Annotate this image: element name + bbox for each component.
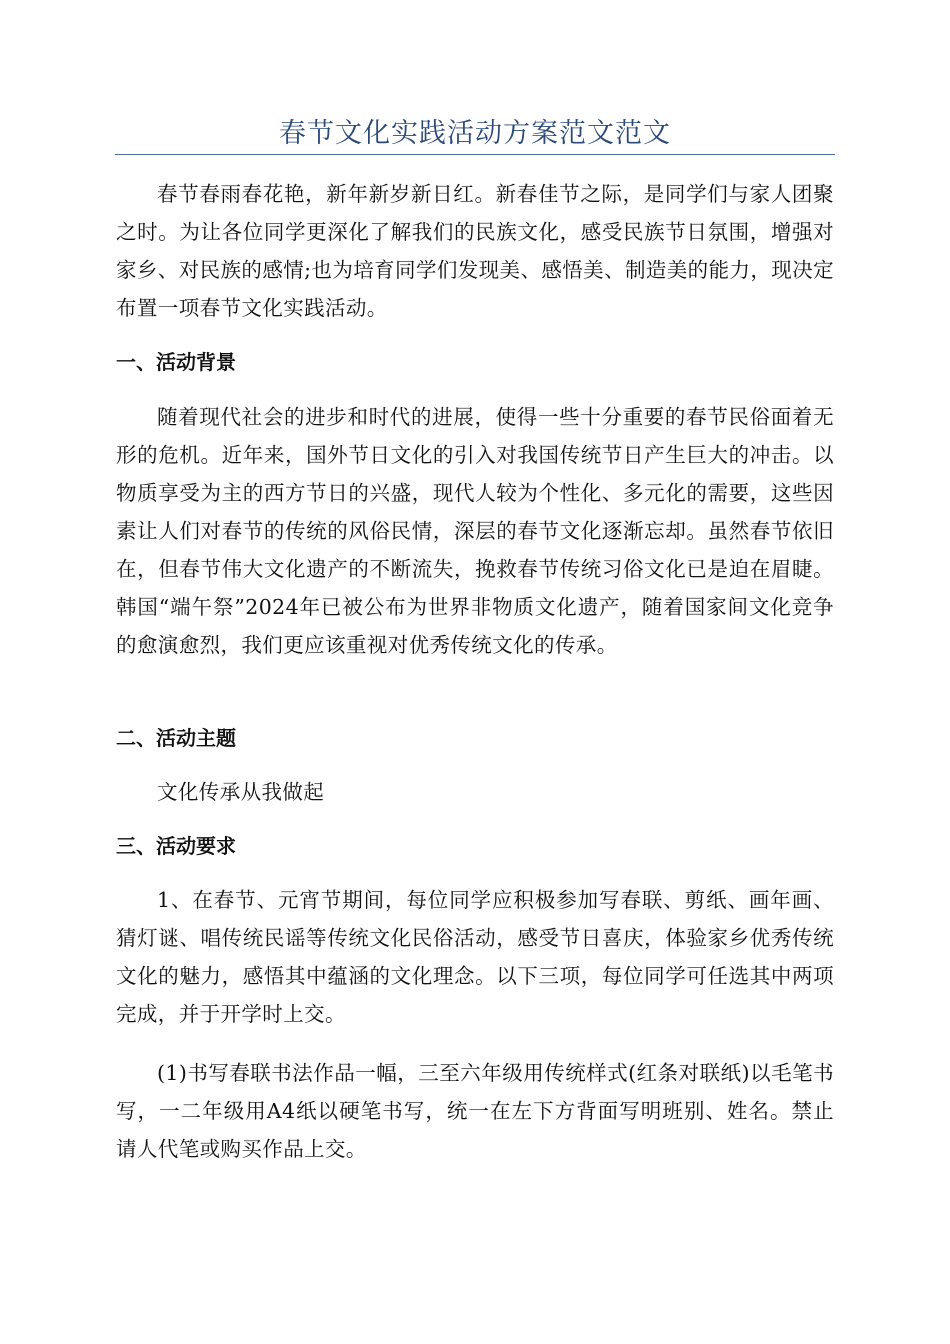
- document-title: 春节文化实践活动方案范文范文: [279, 118, 671, 149]
- section-heading-theme: 二、活动主题: [116, 726, 236, 750]
- background-paragraph: 随着现代社会的进步和时代的进展，使得一些十分重要的春节民俗面着无形的危机。近年来，国外节日文化的引入对我国传统节日产生巨大的冲击。以物质享受为主的西方节日的兴盛，现代人较为个性化、多元化的需要，这些因素让人们对春节的传统的风俗民情，深层的春节文化逐渐忘却。虽然春节依旧在，但春节伟大文化遗产的不断流失，挽救春节传统习俗文化已是迫在眉睫。韩国“端午祭”2024年已被公布为世界非物质文化遗产，随着国家间文化竞争的愈演愈烈，我们更应该重视对优秀传统文化的传承。: [116, 405, 834, 657]
- title-underline: [115, 154, 835, 155]
- theme-paragraph: 文化传承从我做起: [157, 780, 325, 804]
- section-heading-background: 一、活动背景: [116, 350, 236, 374]
- intro-paragraph: 春节春雨春花艳，新年新岁新日红。新春佳节之际，是同学们与家人团聚之时。为让各位同学更深化了解我们的民族文化，感受民族节日氛围，增强对家乡、对民族的感情;也为培育同学们发现美、感悟美、制造美的能力，现决定布置一项春节文化实践活动。: [116, 182, 834, 320]
- section-heading-requirements: 三、活动要求: [116, 834, 236, 858]
- requirements-paragraph: 1、在春节、元宵节期间，每位同学应积极参加写春联、剪纸、画年画、猜灯谜、唱传统民谣等传统文化民俗活动，感受节日喜庆，体验家乡优秀传统文化的魅力，感悟其中蕴涵的文化理念。以下三项，每位同学可任选其中两项完成，并于开学时上交。: [116, 888, 834, 1026]
- requirement-item-1: (1)书写春联书法作品一幅，三至六年级用传统样式(红条对联纸)以毛笔书写，一二年级用A4纸以硬笔书写，统一在左下方背面写明班别、姓名。禁止请人代笔或购买作品上交。: [116, 1061, 834, 1161]
